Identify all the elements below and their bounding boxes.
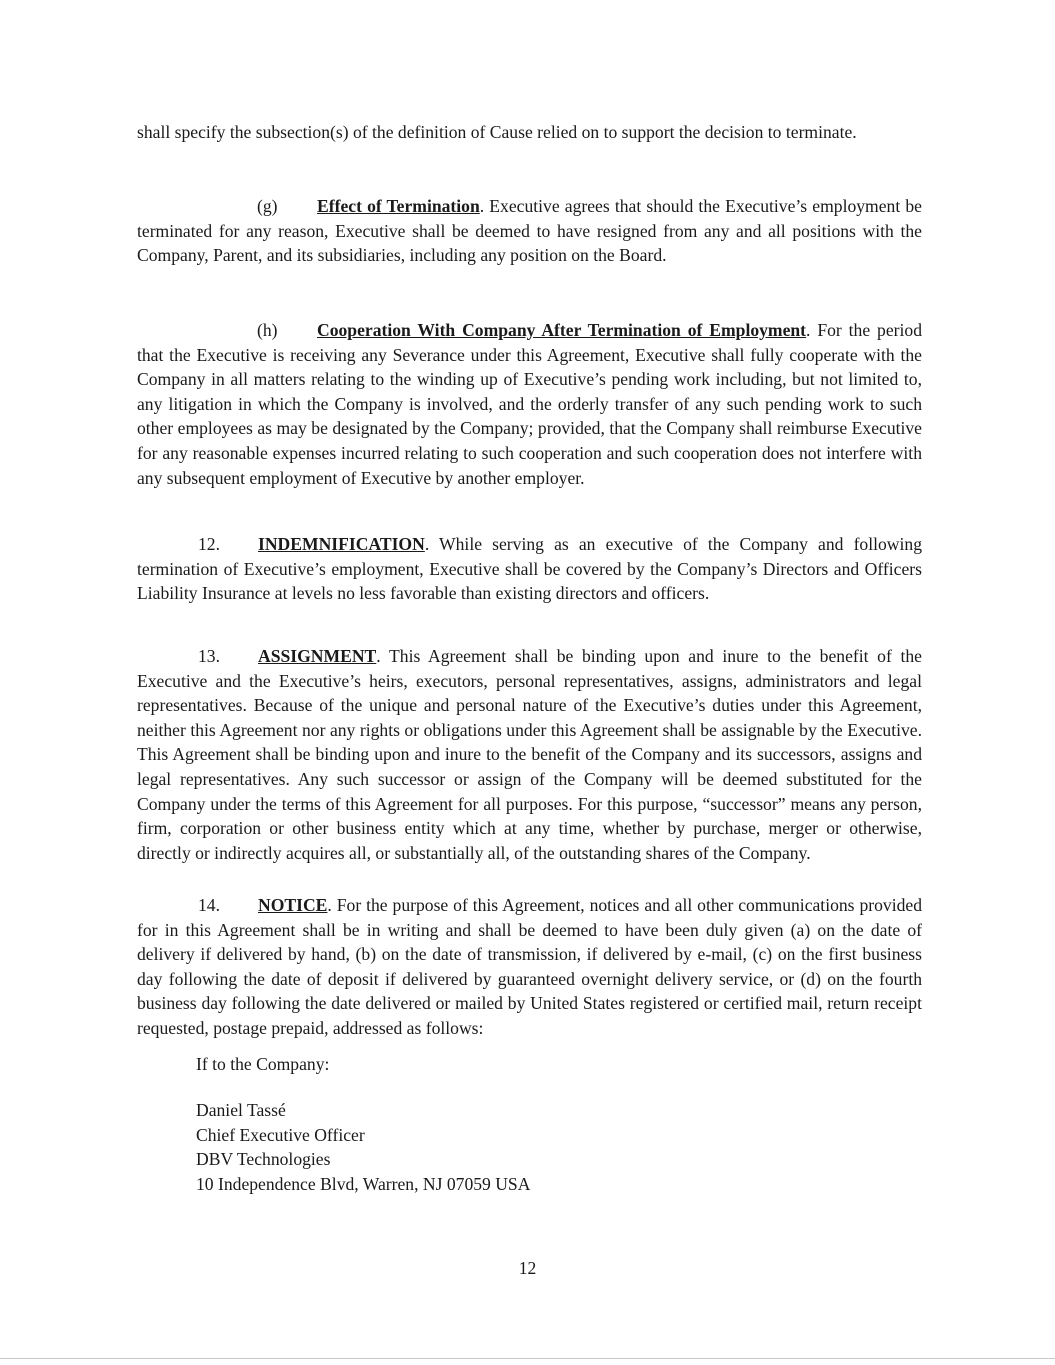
subsection-label-h: (h) — [257, 320, 278, 340]
paragraph-h-text: . For the period that the Executive is receiving any Severance under this Agreement, Executive shall fully cooperate with the Company in all matters relating to the winding up of Executive’s pending work including, but not limited to, any litigation in which the Company is involved, and the orderly transfer of any such pending work to such other employees as may be designated by the Company; provided, that the Company shall reimburse Executive for any reasonable expenses incurred relating to such cooperation and such cooperation does not interfere with any subsequent employment of Executive by another employer. — [137, 320, 923, 488]
notice-contact-title: Chief Executive Officer — [196, 1124, 365, 1145]
notice-company-name: DBV Technologies — [196, 1149, 331, 1170]
section-14-notice — [137, 893, 922, 1041]
notice-contact-name: Daniel Tassé — [196, 1100, 286, 1120]
heading-notice: NOTICE — [258, 895, 328, 915]
notice-company-intro — [196, 1052, 696, 1077]
page-number: 12 — [518, 1258, 537, 1278]
page-bottom-edge — [0, 1358, 1055, 1359]
notice-company-intro-text: If to the Company: — [196, 1054, 330, 1074]
paragraph-h-cooperation — [137, 318, 922, 490]
section-14-text: . For the purpose of this Agreement, notices and all other communications provided for in this Agreement shall be in writing and shall be deemed to have been duly given (a) on the date of delivery if delivered by hand, (b) on the date of transmission, if delivered by e-mail, (c) on the first business day following the date of deposit if delivered by guaranteed overnight delivery service, or (d) on the fourth business day following the date delivered or mailed by United States registered or certified mail, return receipt requested, postage prepaid, addressed as follows: — [137, 895, 922, 1038]
section-12-text: . While serving as an executive of the Company and following termination of Executive’s employment, Executive shall be covered by the Company’s Directors and Officers Liability Insurance at levels no less favorable than existing directors and officers. — [137, 534, 922, 604]
section-number-13: 13. — [198, 646, 220, 666]
paragraph-g-effect-of-termination — [137, 194, 922, 268]
heading-indemnification: INDEMNIFICATION — [258, 534, 425, 554]
paragraph-g-text: . Executive agrees that should the Executive’s employment be terminated for any reason, Executive shall be deemed to have resigned from any and all positions with the Company, Parent, and its subsidiaries, including any position on the Board. — [137, 196, 922, 266]
notice-company-street-address: 10 Independence Blvd, Warren, NJ 07059 USA — [196, 1173, 531, 1194]
heading-cooperation-with-company: Cooperation With Company After Termination of Employment — [317, 320, 807, 340]
paragraph-intro — [137, 120, 922, 145]
heading-assignment: ASSIGNMENT — [258, 646, 377, 666]
section-number-12: 12. — [198, 534, 220, 554]
section-12-indemnification — [137, 532, 922, 606]
section-13-text: . This Agreement shall be binding upon and inure to the benefit of the Executive and the Executive’s heirs, executors, personal representatives, assigns, administrators and legal representatives. Because of the unique and personal nature of the Executive’s duties under this Agreement, neither this Agreement nor any rights or obligations under this Agreement shall be assignable by the Executive. This Agreement shall be binding upon and inure to the benefit of the Company and its successors, assigns and legal representatives. Any such successor or assign of the Company will be deemed substituted for the Company under the terms of this Agreement for all purposes. For this purpose, “successor” means any person, firm, corporation or other business entity which at any time, whether by purchase, merger or otherwise, directly or indirectly acquires all, or substantially all, of the outstanding shares of the Company. — [137, 646, 922, 863]
notice-company-address-block — [196, 1098, 696, 1196]
heading-effect-of-termination: Effect of Termination — [317, 196, 480, 216]
paragraph-intro-text: shall specify the subsection(s) of the definition of Cause relied on to support the decision to terminate. — [137, 122, 857, 142]
subsection-label-g: (g) — [257, 196, 278, 216]
section-number-14: 14. — [198, 895, 220, 915]
section-13-assignment — [137, 644, 922, 865]
